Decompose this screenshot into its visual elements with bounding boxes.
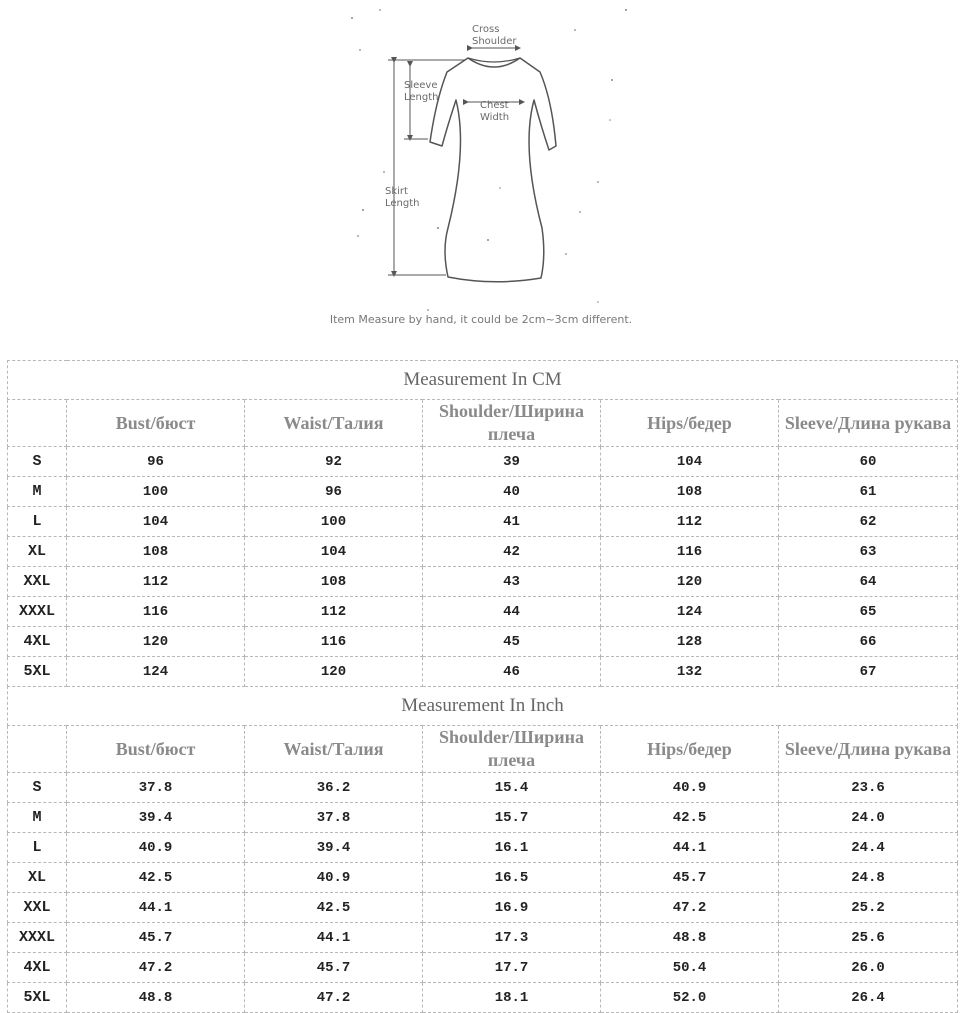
sleeve-cell: 23.6 <box>779 773 958 803</box>
size-cell: 5XL <box>8 657 67 687</box>
sleeve-cell: 24.8 <box>779 863 958 893</box>
bust-cell: 45.7 <box>67 923 245 953</box>
bust-cell: 37.8 <box>67 773 245 803</box>
header-hips: Hips/бедер <box>601 726 779 773</box>
hips-cell: 112 <box>601 507 779 537</box>
table-row <box>8 953 958 983</box>
header-row <box>8 400 958 447</box>
skirt-length-label <box>385 186 420 210</box>
size-cell: XXL <box>8 893 67 923</box>
waist-cell: 40.9 <box>245 863 423 893</box>
size-cell: XXXL <box>8 597 67 627</box>
hips-cell: 128 <box>601 627 779 657</box>
shoulder-cell: 46 <box>423 657 601 687</box>
waist-cell: 112 <box>245 597 423 627</box>
sleeve-cell: 24.4 <box>779 833 958 863</box>
waist-cell: 92 <box>245 447 423 477</box>
waist-cell: 108 <box>245 567 423 597</box>
sleeve-length-line-1: Sleeve <box>404 80 438 91</box>
size-cell: XXXL <box>8 923 67 953</box>
sleeve-cell: 63 <box>779 537 958 567</box>
waist-cell: 42.5 <box>245 893 423 923</box>
hips-cell: 45.7 <box>601 863 779 893</box>
table-row <box>8 923 958 953</box>
bust-cell: 120 <box>67 627 245 657</box>
table-row <box>8 477 958 507</box>
bust-cell: 108 <box>67 537 245 567</box>
hips-cell: 116 <box>601 537 779 567</box>
sleeve-cell: 62 <box>779 507 958 537</box>
sleeve-cell: 66 <box>779 627 958 657</box>
waist-cell: 37.8 <box>245 803 423 833</box>
waist-cell: 120 <box>245 657 423 687</box>
size-cell: XL <box>8 863 67 893</box>
table-row <box>8 893 958 923</box>
bust-cell: 47.2 <box>67 953 245 983</box>
table-row <box>8 983 958 1013</box>
waist-cell: 104 <box>245 537 423 567</box>
sleeve-cell: 65 <box>779 597 958 627</box>
cross-shoulder-label <box>472 24 517 48</box>
waist-cell: 47.2 <box>245 983 423 1013</box>
shoulder-cell: 17.7 <box>423 953 601 983</box>
chest-width-label <box>480 100 509 124</box>
header-waist: Waist/Талия <box>245 726 423 773</box>
bust-cell: 42.5 <box>67 863 245 893</box>
dress-outline-icon <box>0 0 962 340</box>
header-bust: Bust/бюст <box>67 400 245 447</box>
skirt-length-line-1: Skirt <box>385 186 408 197</box>
chest-width-line-1: Chest <box>480 100 509 111</box>
size-cell: 4XL <box>8 953 67 983</box>
table-row <box>8 657 958 687</box>
chest-width-line-2: Width <box>480 112 510 123</box>
hips-cell: 104 <box>601 447 779 477</box>
table-row <box>8 597 958 627</box>
measurement-diagram <box>0 0 962 340</box>
shoulder-cell: 44 <box>423 597 601 627</box>
header-waist: Waist/Талия <box>245 400 423 447</box>
header-sleeve: Sleeve/Длина рукава <box>779 400 958 447</box>
hips-cell: 48.8 <box>601 923 779 953</box>
waist-cell: 36.2 <box>245 773 423 803</box>
size-cell: L <box>8 833 67 863</box>
size-cell: 4XL <box>8 627 67 657</box>
bust-cell: 39.4 <box>67 803 245 833</box>
table-row <box>8 863 958 893</box>
bust-cell: 104 <box>67 507 245 537</box>
hips-cell: 40.9 <box>601 773 779 803</box>
bust-cell: 48.8 <box>67 983 245 1013</box>
cross-shoulder-line-2: Shoulder <box>472 36 517 47</box>
shoulder-cell: 15.4 <box>423 773 601 803</box>
size-cell: S <box>8 773 67 803</box>
table-row <box>8 833 958 863</box>
table-row <box>8 627 958 657</box>
bust-cell: 116 <box>67 597 245 627</box>
shoulder-cell: 40 <box>423 477 601 507</box>
size-cell: S <box>8 447 67 477</box>
hips-cell: 108 <box>601 477 779 507</box>
shoulder-cell: 17.3 <box>423 923 601 953</box>
header-bust: Bust/бюст <box>67 726 245 773</box>
sleeve-cell: 25.2 <box>779 893 958 923</box>
sleeve-cell: 67 <box>779 657 958 687</box>
shoulder-cell: 41 <box>423 507 601 537</box>
table-row <box>8 803 958 833</box>
hips-cell: 47.2 <box>601 893 779 923</box>
header-hips: Hips/бедер <box>601 400 779 447</box>
size-cell: L <box>8 507 67 537</box>
size-table-inch <box>7 686 958 1013</box>
header-shoulder: Shoulder/Ширина плеча <box>423 726 601 773</box>
sleeve-cell: 61 <box>779 477 958 507</box>
header-size <box>8 726 67 773</box>
shoulder-cell: 15.7 <box>423 803 601 833</box>
sleeve-length-line-2: Length <box>404 92 439 103</box>
header-shoulder: Shoulder/Ширина плеча <box>423 400 601 447</box>
table-title: Measurement In Inch <box>8 687 958 726</box>
header-size <box>8 400 67 447</box>
hips-cell: 42.5 <box>601 803 779 833</box>
sleeve-cell: 24.0 <box>779 803 958 833</box>
bust-cell: 100 <box>67 477 245 507</box>
size-cell: XL <box>8 537 67 567</box>
sleeve-length-label <box>404 80 439 104</box>
bust-cell: 112 <box>67 567 245 597</box>
table-title: Measurement In CM <box>8 361 958 400</box>
sleeve-cell: 26.0 <box>779 953 958 983</box>
waist-cell: 116 <box>245 627 423 657</box>
bust-cell: 40.9 <box>67 833 245 863</box>
waist-cell: 45.7 <box>245 953 423 983</box>
header-sleeve: Sleeve/Длина рукава <box>779 726 958 773</box>
hips-cell: 50.4 <box>601 953 779 983</box>
shoulder-cell: 18.1 <box>423 983 601 1013</box>
sleeve-cell: 25.6 <box>779 923 958 953</box>
shoulder-cell: 45 <box>423 627 601 657</box>
table-row <box>8 567 958 597</box>
waist-cell: 44.1 <box>245 923 423 953</box>
shoulder-cell: 16.1 <box>423 833 601 863</box>
skirt-length-line-2: Length <box>385 198 420 209</box>
hips-cell: 132 <box>601 657 779 687</box>
shoulder-cell: 42 <box>423 537 601 567</box>
measure-note: Item Measure by hand, it could be 2cm~3cm different. <box>329 313 633 326</box>
bust-cell: 96 <box>67 447 245 477</box>
cross-shoulder-line-1: Cross <box>472 24 500 35</box>
table-row <box>8 507 958 537</box>
sleeve-cell: 64 <box>779 567 958 597</box>
header-row <box>8 726 958 773</box>
sleeve-cell: 26.4 <box>779 983 958 1013</box>
bust-cell: 124 <box>67 657 245 687</box>
table-row <box>8 537 958 567</box>
size-cell: M <box>8 477 67 507</box>
table-row <box>8 447 958 477</box>
size-cell: 5XL <box>8 983 67 1013</box>
waist-cell: 39.4 <box>245 833 423 863</box>
shoulder-cell: 39 <box>423 447 601 477</box>
hips-cell: 52.0 <box>601 983 779 1013</box>
size-table-cm <box>7 360 958 687</box>
size-cell: XXL <box>8 567 67 597</box>
table-row <box>8 773 958 803</box>
shoulder-cell: 43 <box>423 567 601 597</box>
size-cell: M <box>8 803 67 833</box>
sleeve-cell: 60 <box>779 447 958 477</box>
shoulder-cell: 16.5 <box>423 863 601 893</box>
waist-cell: 96 <box>245 477 423 507</box>
shoulder-cell: 16.9 <box>423 893 601 923</box>
hips-cell: 44.1 <box>601 833 779 863</box>
hips-cell: 120 <box>601 567 779 597</box>
bust-cell: 44.1 <box>67 893 245 923</box>
waist-cell: 100 <box>245 507 423 537</box>
hips-cell: 124 <box>601 597 779 627</box>
